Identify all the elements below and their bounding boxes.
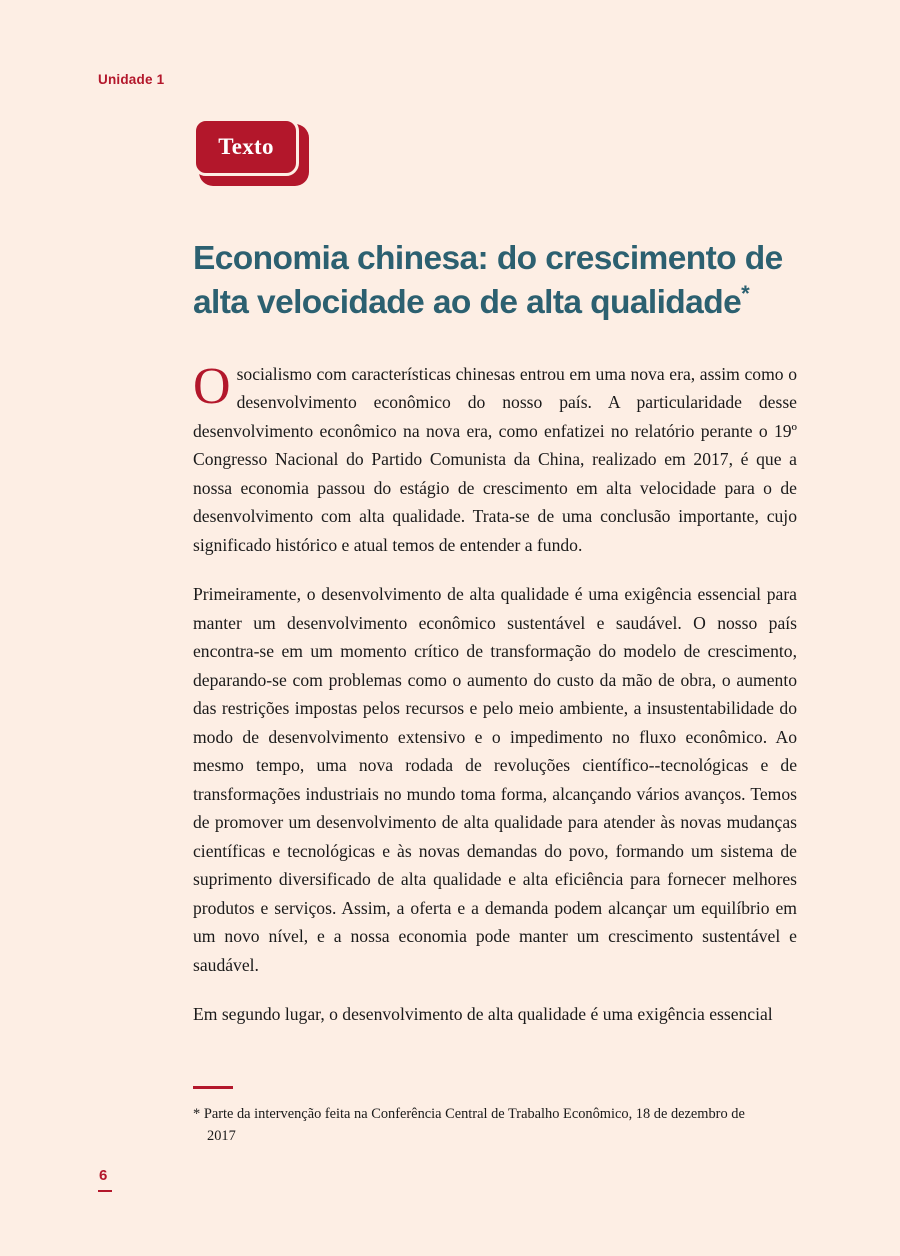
paragraph [193,1000,797,1029]
page-content [193,118,797,1029]
running-head: Unidade 1 [98,72,165,87]
footnote-divider [193,1086,233,1089]
paragraph-text: Primeiramente, o desenvolvimento de alta qualidade é uma exigência essencial para manter um desenvolvimento econômico sustentável e saudável. O nosso país encontra-se em um momento crítico de transformação do modelo de crescimento, deparando-se com problemas como o aumento do custo da mão de obra, o aumento das restrições impostas pelos recursos e pelo meio ambiente, a insustentabilidade do modo de desenvolvimento extensivo e o impedimento no fluxo econômico. Ao mesmo tempo, uma nova rodada de revoluções científico--tecnológicas e de transformações industriais no mundo toma forma, alcançando vários avanços. Temos de promover um desenvolvimento de alta qualidade para atender às novas mudanças científicas e tecnológicas e às novas demandas do povo, formando um sistema de suprimento diversificado de alta qualidade e alta eficiência para fornecer melhores produtos e serviços. Assim, a oferta e a demanda podem alcançar um equilíbrio em um novo nível, e a nossa economia pode manter um crescimento sustentável e saudável. [193,584,797,975]
title-footnote-marker: * [741,280,750,306]
article-title [193,238,813,324]
article-title-text: Economia chinesa: do crescimento de alta velocidade ao de alta qualidade [193,240,783,322]
paragraph-text: Em segundo lugar, o desenvolvimento de alta qualidade é uma exigência essencial [193,1004,773,1025]
page-number: 6 [99,1167,108,1184]
paragraph-text: socialismo com características chinesas entrou em uma nova era, assim como o desenvolvimento econômico do nosso país. A particularidade desse desenvolvimento econômico na nova era, como enfatizei no relatório perante o 19º Congresso Nacional do Partido Comunista da China, realizado em 2017, é que a nossa economia passou do estágio de crescimento em alta velocidade para o de desenvolvimento com alta qualidade. Trata-se de uma conclusão importante, cujo significado histórico e atual temos de entender a fundo. [193,363,797,555]
paragraph [193,357,797,560]
badge-label: Texto [218,134,274,159]
footnote-marker: * [193,1106,201,1122]
paragraph [193,580,797,979]
footnote [193,1103,797,1148]
article-body [193,357,797,1029]
footnote-area [193,1086,797,1148]
badge-box [193,118,299,176]
page-number-rule [98,1190,112,1192]
footnote-line-2: 2017 [207,1128,236,1145]
drop-cap: O [193,357,231,415]
section-badge [193,118,308,192]
footnote-line-1: Parte da intervenção feita na Conferência Central de Trabalho Econômico, 18 de dezembro de [203,1106,745,1122]
